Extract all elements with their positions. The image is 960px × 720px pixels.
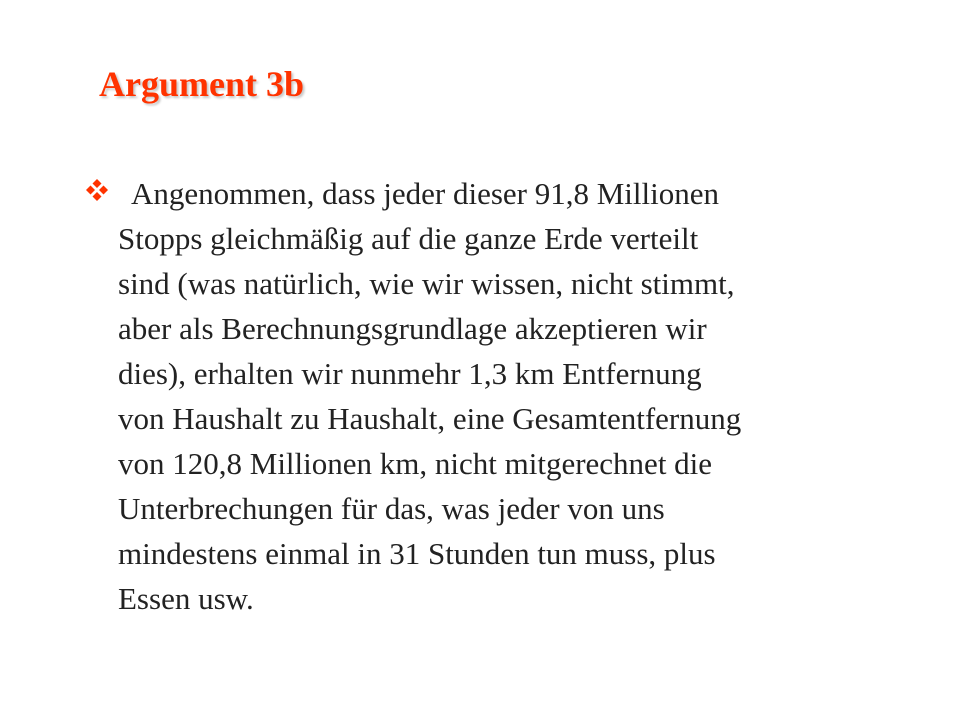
four-diamond-bullet-icon (85, 178, 109, 202)
bullet-item (85, 171, 875, 621)
bullet-line: von Haushalt zu Haushalt, eine Gesamtentfernung (118, 401, 742, 436)
bullet-line: sind (was natürlich, wie wir wissen, nicht stimmt, (118, 266, 735, 301)
bullet-line: mindestens einmal in 31 Stunden tun muss, plus (118, 536, 716, 571)
bullet-line: dies), erhalten wir nunmehr 1,3 km Entfernung (118, 356, 702, 391)
bullet-line: Unterbrechungen für das, was jeder von uns (118, 491, 665, 526)
bullet-line: von 120,8 Millionen km, nicht mitgerechnet die (118, 446, 713, 481)
slide-title: Argument 3b (99, 64, 304, 104)
bullet-line: Essen usw. (118, 581, 254, 616)
bullet-line: Angenommen, dass jeder dieser 91,8 Millionen (131, 176, 720, 211)
bullet-line: Stopps gleichmäßig auf die ganze Erde verteilt (118, 221, 699, 256)
bullet-text (85, 171, 875, 621)
bullet-line: aber als Berechnungsgrundlage akzeptieren wir (118, 311, 707, 346)
